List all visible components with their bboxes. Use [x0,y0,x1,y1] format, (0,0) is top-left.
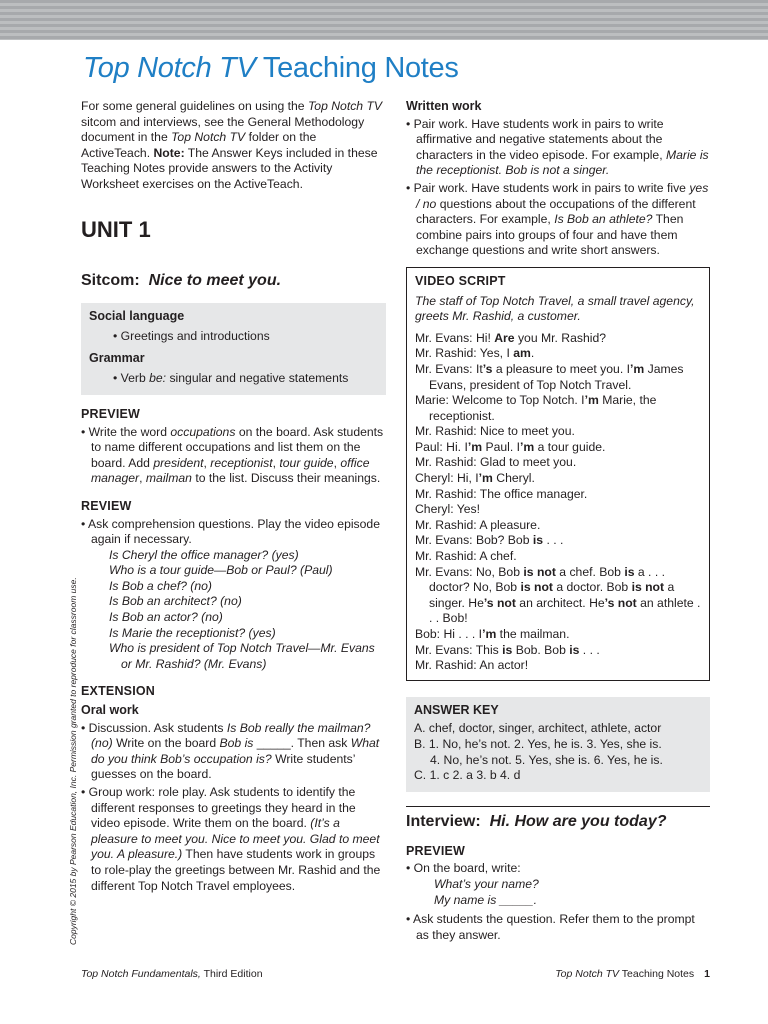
script-bold: am [513,346,531,361]
answer-line: 4. No, he’s not. 5. Yes, she is. 6. Yes, he is. [430,752,663,767]
extension-italic: (It’s a pleasure to meet you. Nice to meet you. Glad to meet you. A pleasure.) [91,816,380,862]
script-line [415,440,701,456]
script-text: Cheryl. [492,471,535,486]
script-line [415,643,701,659]
script-text: a tour guide. [534,439,606,454]
extension-italic: Is Bob really the mailman? (no) [91,720,371,751]
interview-board-line: What’s your name? [434,876,539,891]
written-text: Then combine pairs into groups of four and have them exchange questions and write short answers. [416,212,684,258]
script-line [415,331,701,347]
grammar-heading: Grammar [89,350,145,365]
written-text: • Pair work. Have students work in pairs to write affirmative and negative statements about the characters in the video episode. For example, [406,116,666,162]
section-divider [406,806,710,807]
footer-section-italic: Top Notch TV [555,968,620,980]
script-bold: ’m [520,439,535,454]
script-line [415,362,701,393]
answer-line: C. 1. c 2. a 3. b 4. d [414,768,521,783]
script-line [415,393,701,424]
header-bar [0,0,768,40]
review-heading: REVIEW [81,498,132,513]
script-bold: ’s [482,361,493,376]
script-text: Mr. Evans: This [415,642,503,657]
review-question: Who is a tour guide—Bob or Paul? (Paul) [109,563,333,578]
page-number: 1 [704,968,710,980]
script-bold: ’m [467,439,483,454]
script-text: Mr. Evans: No, Bob [415,564,524,579]
script-text: Mr. Evans: Hi! [415,330,495,345]
script-text: . . . [579,642,600,657]
script-line: Mr. Rashid: Glad to meet you. [415,455,577,470]
footer-book-title [81,967,263,983]
interview-preview-heading: PREVIEW [406,843,466,858]
left-column [81,99,386,894]
interview-label: Interview: [406,812,481,830]
extension-text: • Discussion. Ask students [81,720,227,735]
script-bold: is not [520,580,553,595]
script-bold: is not [523,564,556,579]
script-line: Mr. Rashid: Nice to meet you. [415,424,575,439]
script-text: a pleasure to meet you. I [492,361,630,376]
script-text: Bob. Bob [512,642,570,657]
script-bold: ’s not [483,595,516,610]
script-line: Mr. Rashid: A chef. [415,549,517,564]
copyright-notice: Copyright © 2015 by Pearson Education, Inc. Permission granted to reproduce for classroom use. [68,577,78,945]
extension-text: • Group work: role play. Ask students to identify the different responses to greetings they heard in the video episode. Write them on the board. [81,785,356,831]
script-bold: is not [631,580,665,595]
extension-text: . Then ask [290,736,351,751]
script-bold: ’m [482,627,497,641]
preview-heading: PREVIEW [81,406,141,421]
written-italic: yes / no [416,180,709,211]
social-language-box [81,303,386,395]
script-text: Mr. Evans: It [415,361,483,376]
script-bold: ’s not [604,595,637,610]
page-title-rest: Teaching Notes [255,52,459,84]
intro-paragraph [81,99,386,193]
right-column [406,99,710,943]
script-text: Marie: Welcome to Top Notch. I [415,393,585,408]
script-bold: is [502,642,513,657]
script-bold: is [569,642,580,657]
script-line: Mr. Rashid: An actor! [415,658,529,673]
preview-italic: president [153,455,204,470]
intro-text: The Answer Keys included in these Teaching Notes provide answers to the Activity Worksheet exercises on the ActiveTeach. [81,145,378,191]
review-question: Is Bob a chef? (no) [109,578,212,593]
script-text: an athlete . . . Bob! [429,595,701,626]
interview-board-line: My name is _____. [434,892,537,907]
script-text: Paul. I [482,439,521,454]
script-line [415,346,701,362]
interview-title: Hi. How are you today? [489,812,667,830]
script-text: James Evans, president of Top Notch Travel. [429,361,684,392]
script-text: Paul: Hi. I [415,439,468,454]
unit-title: UNIT 1 [81,216,151,242]
review-question: Is Marie the receptionist? (yes) [109,625,276,640]
preview-text: on the board. Ask students to name different occupations and list them on the board. Add [91,424,384,470]
script-line: Mr. Rashid: A pleasure. [415,517,541,532]
script-text: Cheryl: Hi, I [415,471,479,486]
preview-italic: tour guide [279,455,334,470]
video-script-description: The staff of Top Notch Travel, a small travel agency, greets Mr. Rashid, a customer. [415,293,695,324]
extension-text: Write on the board [112,736,220,751]
script-text: Bob: Hi . . . I [415,627,483,641]
written-bullet [406,181,710,259]
sitcom-label: Sitcom: [81,271,140,289]
script-text: Marie, the receptionist. [429,393,657,423]
written-text: • Pair work. Have students work in pairs to write five [406,180,690,195]
sitcom-title: Nice to meet you. [148,271,282,289]
review-question: Is Bob an architect? (no) [109,594,242,609]
preview-italic: mailman [145,471,192,486]
written-work-heading: Written work [406,99,482,113]
answer-line: B. 1. No, he’s not. 2. Yes, he is. 3. Yes, she is. [414,736,662,751]
script-line [415,471,701,487]
script-bold: ’m [584,393,599,408]
extension-heading: EXTENSION [81,684,156,699]
preview-text: to the list. Discuss their meanings. [191,471,381,486]
preview-text: , [139,471,146,486]
intro-text: sitcom and interviews, see the General Methodology document in the [81,114,365,145]
preview-text: , [333,455,341,470]
script-line [415,533,701,549]
script-text: a singer. He [429,580,675,610]
script-text: you Mr. Rashid? [514,330,607,345]
answer-key-box [406,697,710,792]
social-language-heading: Social language [89,308,185,323]
script-text: an architect. He [515,595,605,610]
review-question-continued: or Mr. Rashid? (Mr. Evans) [121,656,267,671]
video-script-box [406,267,710,681]
intro-italic: Top Notch TV [307,99,383,113]
grammar-item [89,371,378,387]
extension-italic: What do you think Bob’s occupation is? [91,736,380,766]
page-title-italic: Top Notch TV [83,52,256,84]
written-text: questions about the occupations of the different characters. For example, [416,196,696,227]
page-title [83,50,459,86]
interview-bullet: • On the board, write: [406,861,521,876]
script-text: a . . . doctor? No, Bob [429,564,665,595]
preview-text: • Write the word [81,424,171,439]
discussion-bullet [81,721,386,783]
sitcom-heading [81,271,386,291]
script-text: . . . [543,533,564,548]
script-bold: ’m [478,471,493,486]
preview-italic: receptionist [210,455,273,470]
script-text: a chef. Bob [555,564,625,579]
script-line [415,627,701,643]
review-bullet: • Ask comprehension questions. Play the video episode again if necessary. [81,516,380,547]
grammar-text: • Verb [113,371,150,386]
script-bold: is [532,533,544,548]
script-line: Mr. Rashid: The office manager. [415,486,588,501]
intro-text: folder on the ActiveTeach. [81,130,317,160]
review-question: Is Cheryl the office manager? (yes) [109,547,299,562]
preview-bullet [81,425,386,487]
extension-italic: Bob is [219,736,254,751]
written-bullet [406,117,710,179]
grammar-italic: be: [149,371,167,386]
group-work-bullet [81,785,386,894]
footer-book-italic: Top Notch Fundamentals, [81,968,201,980]
script-text: . [530,346,535,361]
script-bold: is [624,564,635,579]
grammar-text: singular and negative statements [166,371,349,386]
written-italic: Is Bob an athlete? [554,212,653,227]
intro-note-label: Note: [153,145,185,160]
answer-key-heading: ANSWER KEY [414,702,499,717]
intro-text: For some general guidelines on using the [81,99,308,113]
extension-blank: _____ [253,736,291,751]
script-line [415,565,701,627]
footer-section-rest: Teaching Notes [619,968,695,980]
preview-italic: occupations [170,424,236,439]
social-language-item: • Greetings and introductions [113,329,270,344]
script-text: the mailman. [496,627,570,641]
interview-bullet: • Ask students the question. Refer them to the prompt as they answer. [406,912,695,942]
script-text: Mr. Evans: Bob? Bob [415,533,533,548]
script-bold: Are [494,330,515,345]
answer-line: A. chef, doctor, singer, architect, athlete, actor [414,721,662,736]
preview-text: , [272,455,280,470]
footer-edition: Third Edition [200,968,263,980]
script-line: Cheryl: Yes! [415,502,481,517]
preview-italic: office manager [91,455,370,486]
oral-work-heading: Oral work [81,703,139,718]
extension-text: Then have students work in groups to role-play the greetings between Mr. Rashid and the different Top Notch Travel employees. [91,847,381,893]
script-text: a doctor. Bob [552,580,632,595]
video-script-heading: VIDEO SCRIPT [415,273,506,288]
review-question: Is Bob an actor? (no) [109,610,223,625]
script-text: Mr. Rashid: Yes, I [415,346,514,361]
footer-section-title [555,967,710,983]
extension-text: Write students’ guesses on the board. [91,751,355,782]
interview-heading [406,812,710,832]
intro-italic: Top Notch TV [171,130,246,145]
written-italic: Marie is the receptionist. Bob is not a singer. [416,147,709,178]
script-bold: ’m [629,361,645,376]
review-question: Who is president of Top Notch Travel—Mr. Evans [109,641,375,656]
preview-text: , [203,455,211,470]
